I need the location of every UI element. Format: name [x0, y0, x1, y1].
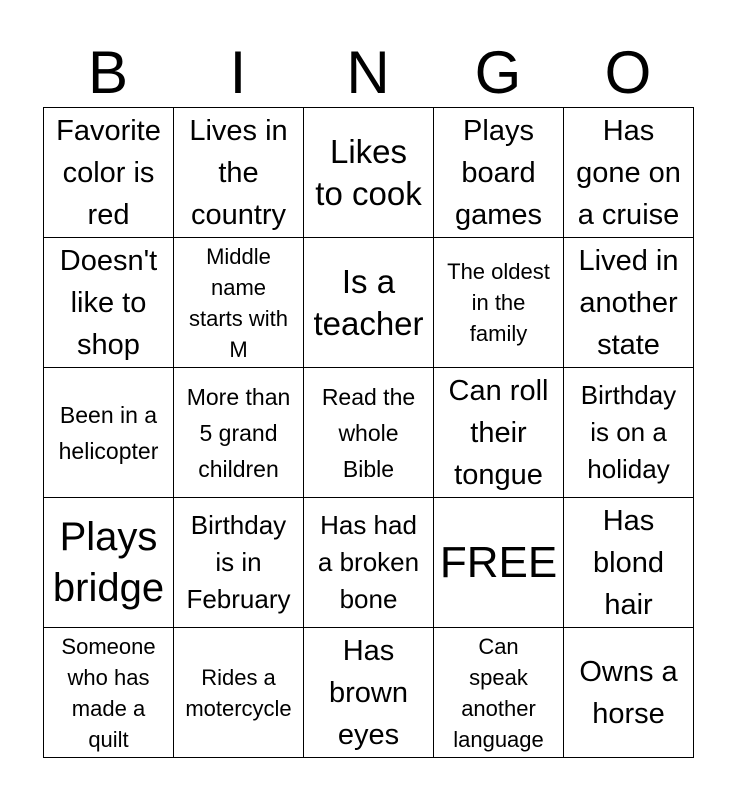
cell-text: Likes to cook: [315, 132, 422, 212]
bingo-cell: [44, 108, 174, 238]
header-letter-i: I: [229, 39, 247, 106]
free-space-cell: [434, 498, 564, 628]
bingo-cell: [304, 108, 434, 238]
free-space-text: FREE: [439, 537, 558, 587]
bingo-cell: [564, 498, 694, 628]
bingo-cell: [564, 368, 694, 498]
cell-text: Birthday is in February: [186, 510, 291, 614]
cell-text: Plays bridge: [52, 514, 165, 610]
cell-text: Lived in another state: [578, 244, 679, 361]
board-row: [44, 628, 694, 758]
cell-text: Rides a motercycle: [185, 664, 292, 721]
cell-text: Has brown eyes: [329, 634, 408, 751]
bingo-cell: [434, 628, 564, 758]
cell-text: The oldest in the family: [447, 259, 550, 346]
cell-text: Read the whole Bible: [321, 383, 416, 482]
bingo-cell: [304, 238, 434, 368]
bingo-cell: [174, 108, 304, 238]
bingo-cell: [434, 238, 564, 368]
cell-text: Doesn't like to shop: [59, 244, 158, 361]
header-letter-g: G: [474, 39, 522, 106]
bingo-cell: [174, 498, 304, 628]
bingo-cell: [304, 368, 434, 498]
cell-text: Middle name starts with M: [188, 243, 289, 362]
cell-text: Someone who has made a quilt: [61, 633, 156, 752]
board-row: [44, 368, 694, 498]
cell-text: Been in a helicopter: [58, 401, 159, 464]
bingo-header: [43, 38, 693, 108]
header-letter-n: N: [346, 39, 390, 106]
bingo-cell: [174, 628, 304, 758]
bingo-cell: [564, 238, 694, 368]
bingo-cell: [44, 238, 174, 368]
board-row: [44, 238, 694, 368]
bingo-cell: [44, 368, 174, 498]
cell-text: More than 5 grand children: [186, 383, 291, 482]
cell-text: Plays board games: [454, 114, 543, 231]
bingo-board: [43, 107, 694, 758]
cell-text: Is a teacher: [313, 262, 424, 342]
header-letter-b: B: [87, 39, 129, 106]
bingo-cell: [434, 108, 564, 238]
cell-text: Birthday is on a holiday: [580, 380, 677, 484]
bingo-cell: [434, 368, 564, 498]
bingo-cell: [44, 498, 174, 628]
cell-text: Owns a horse: [579, 655, 678, 730]
bingo-cell: [564, 108, 694, 238]
cell-text: Can speak another language: [453, 633, 544, 752]
cell-text: Lives in the country: [189, 114, 288, 231]
board-row: [44, 498, 694, 628]
header-letter-o: O: [604, 39, 652, 106]
cell-text: Has blond hair: [593, 504, 664, 621]
bingo-cell: [304, 628, 434, 758]
cell-text: Has gone on a cruise: [576, 114, 681, 231]
bingo-cell: [44, 628, 174, 758]
cell-text: Can roll their tongue: [448, 374, 549, 491]
bingo-cell: [174, 368, 304, 498]
bingo-cell: [304, 498, 434, 628]
board-row: [44, 108, 694, 238]
bingo-cell: [174, 238, 304, 368]
cell-text: Has had a broken bone: [317, 510, 420, 614]
bingo-cell: [564, 628, 694, 758]
cell-text: Favorite color is red: [56, 114, 161, 231]
